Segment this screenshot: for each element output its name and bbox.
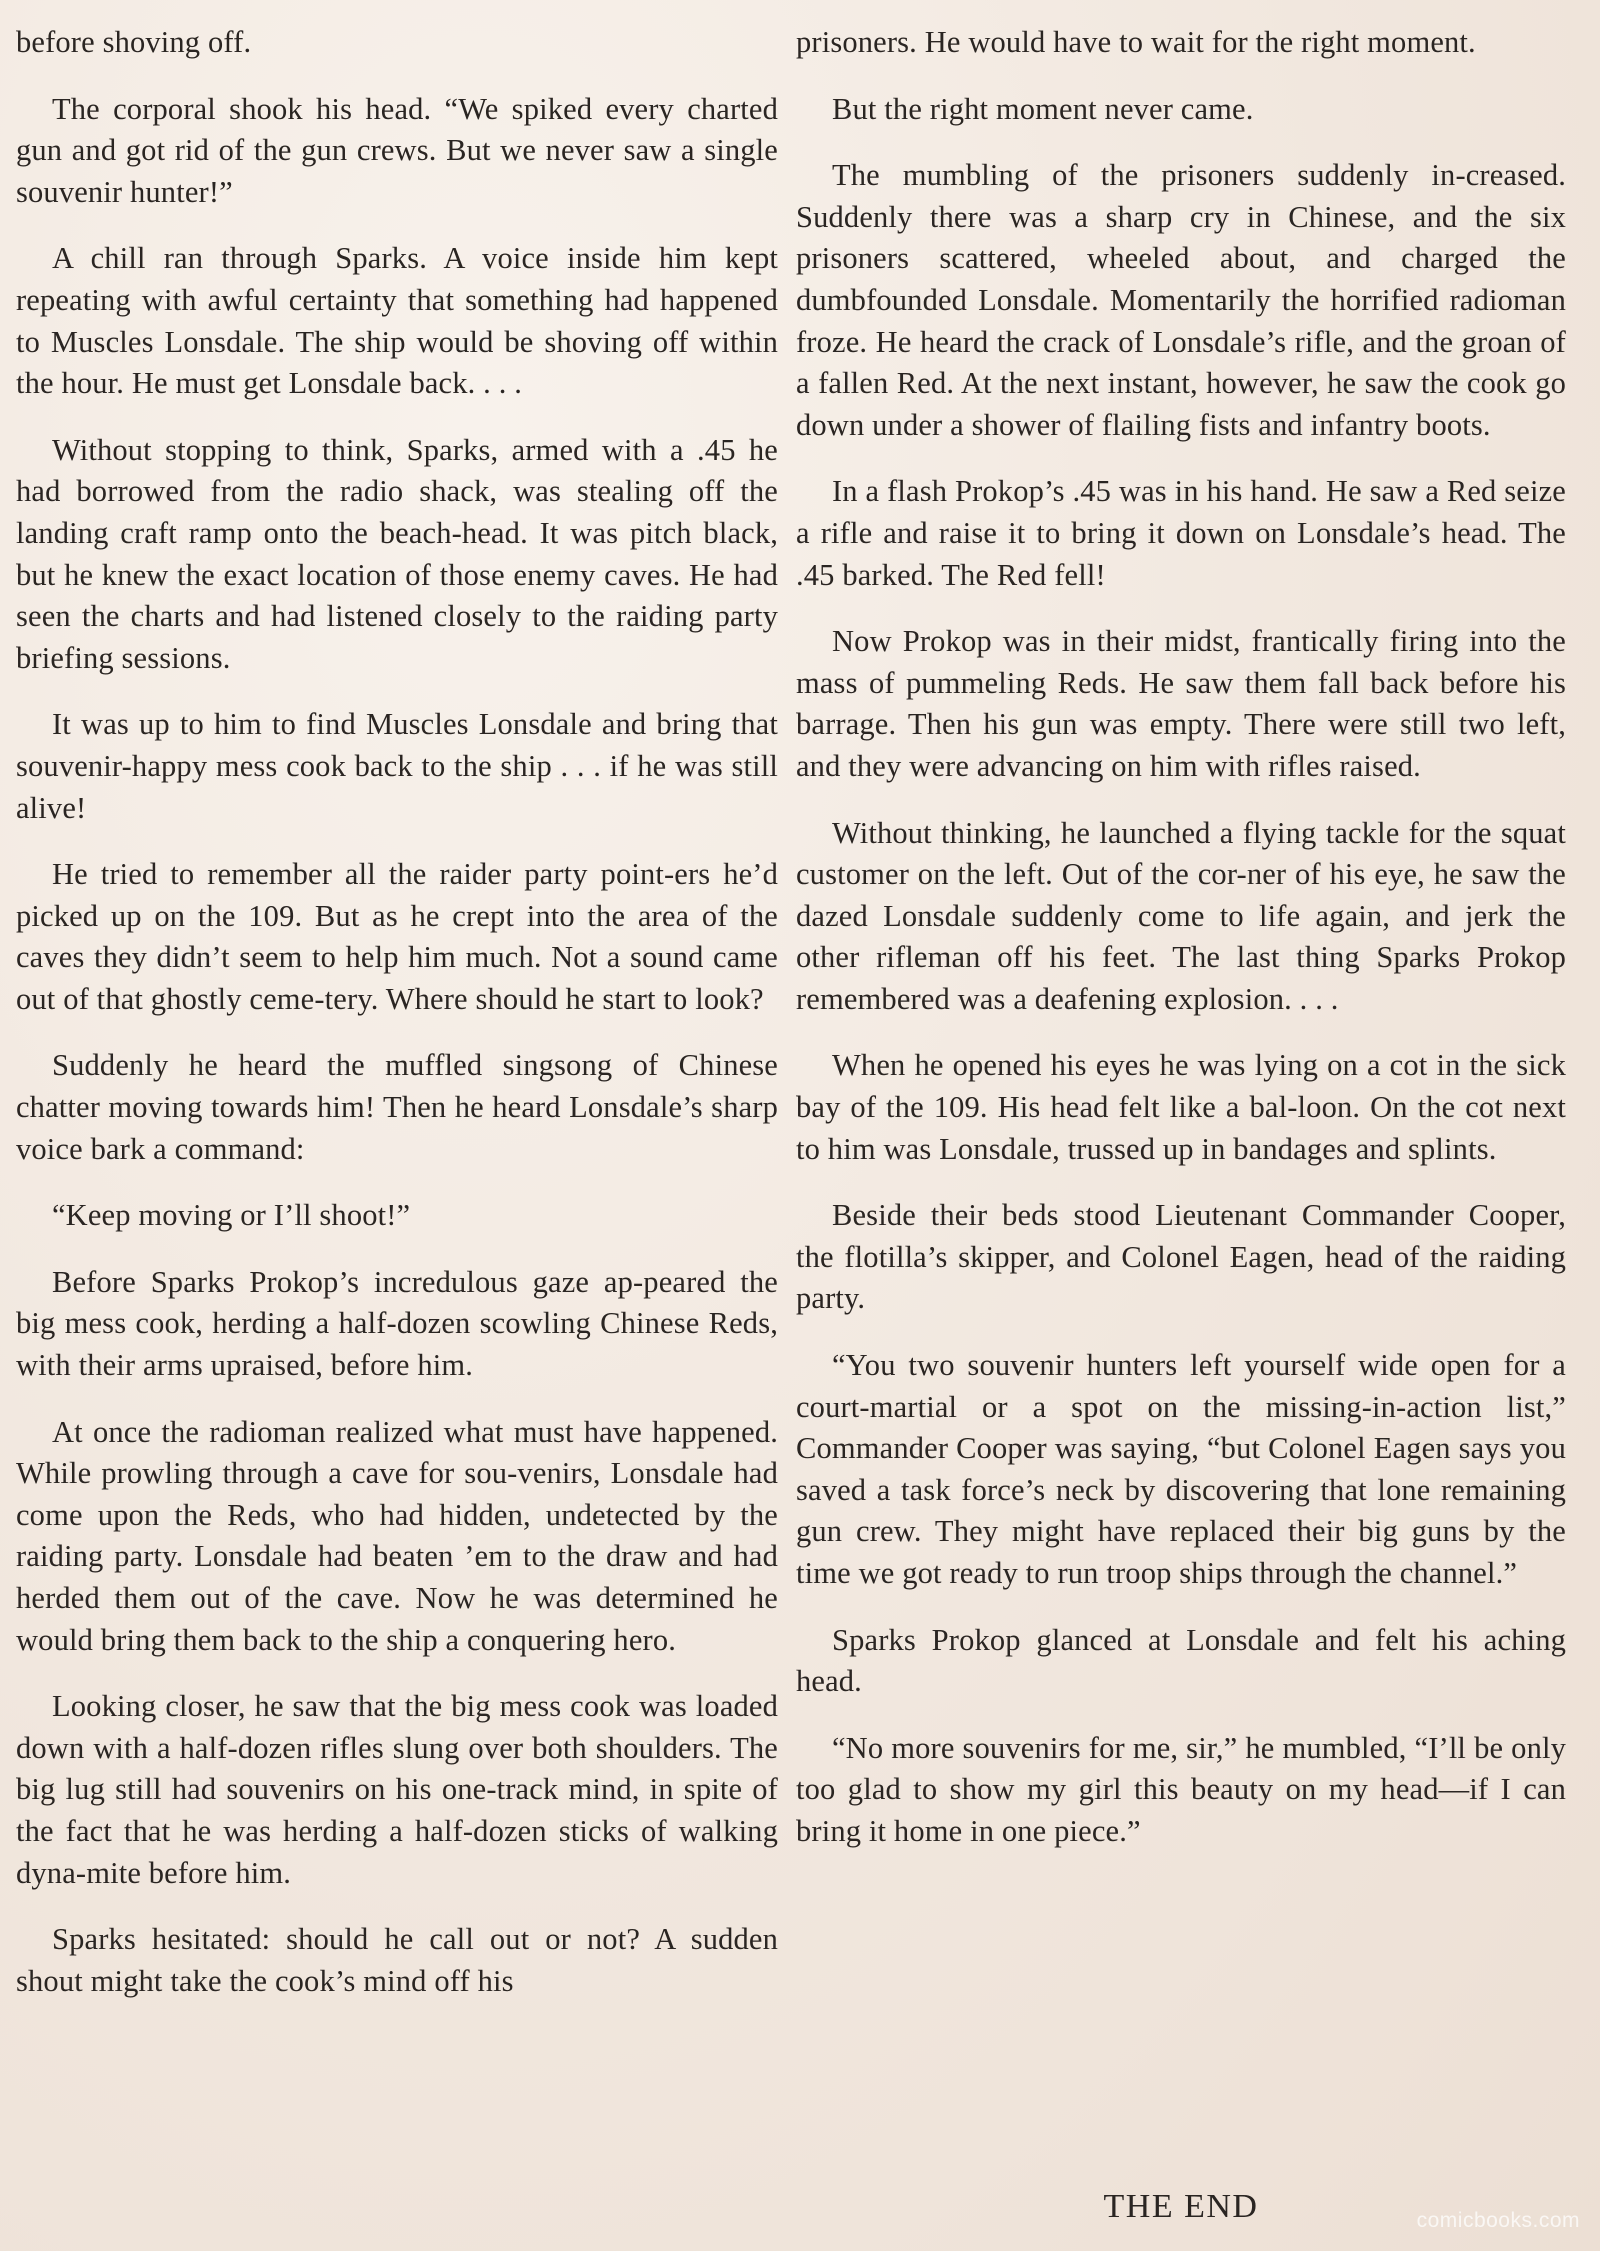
paragraph: “Keep moving or I’ll shoot!”	[52, 1198, 411, 1233]
paragraph: The mumbling of the prisoners suddenly in-creased. Suddenly there was a sharp cry in Chinese, and the six prisoners scattered, wheeled about, and charged the dumbfounded Lonsdale. Momentarily the horrified radioman froze. He heard the crack of Lonsdale’s rifle, and the groan of a fallen Red. At the next instant, however, he saw the cook go down under a shower of flailing fists and infantry boots.	[796, 158, 1566, 442]
right-column	[796, 22, 1566, 1878]
paragraph: Suddenly he heard the muffled singsong of Chinese chatter moving towards him! Then he heard Lonsdale’s sharp voice bark a command:	[16, 1048, 778, 1166]
paragraph: The corporal shook his head. “We spiked every charted gun and got rid of the gun crews. But we never saw a single souvenir hunter!”	[16, 91, 778, 209]
paragraph: “You two souvenir hunters left yourself wide open for a court-martial or a spot on the missing-in-action list,” Commander Cooper was saying, “but Colonel Eagen says you saved a task force’s neck by discovering that lone remaining gun crew. They might have replaced their big guns by the time we got ready to run troop ships through the channel.”	[796, 1348, 1566, 1590]
paragraph: Beside their beds stood Lieutenant Commander Cooper, the flotilla’s skipper, and Colonel Eagen, head of the raiding party.	[796, 1198, 1566, 1316]
paragraph: When he opened his eyes he was lying on a cot in the sick bay of the 109. His head felt like a bal-loon. On the cot next to him was Lonsdale, trussed up in bandages and splints.	[796, 1048, 1566, 1166]
paragraph: Now Prokop was in their midst, frantically firing into the mass of pummeling Reds. He saw them fall back before his barrage. Then his gun was empty. There were still two left, and they were advancing on him with rifles raised.	[796, 624, 1566, 783]
paragraph: But the right moment never came.	[832, 91, 1254, 126]
paragraph: A chill ran through Sparks. A voice inside him kept repeating with awful certainty that something had happened to Muscles Lonsdale. The ship would be shoving off within the hour. He must get Lonsdale back. . . .	[16, 241, 778, 401]
paragraph: before shoving off.	[16, 25, 252, 59]
paragraph: Sparks Prokop glanced at Lonsdale and felt his aching head.	[796, 1622, 1566, 1699]
paragraph: “No more souvenirs for me, sir,” he mumbled, “I’ll be only too glad to show my girl this beauty on my head—if I can bring it home in one piece.”	[796, 1730, 1566, 1848]
paragraph: Before Sparks Prokop’s incredulous gaze ap-peared the big mess cook, herding a half-dozen scowling Chinese Reds, with their arms upraised, before him.	[16, 1264, 778, 1383]
paragraph: It was up to him to find Muscles Lonsdale and bring that souvenir-happy mess cook back to the ship . . . if he was still alive!	[16, 707, 778, 825]
paragraph: Without thinking, he launched a flying tackle for the squat customer on the left. Out of the cor-ner of his eye, he saw the dazed Lonsdale suddenly come to life again, and jerk the other rifleman off his feet. The last thing Sparks Prokop remembered was a deafening explosion. . . .	[796, 815, 1566, 1016]
the-end-label: THE END	[1103, 2188, 1259, 2225]
watermark: comicbooks.com	[1416, 2209, 1580, 2232]
paragraph: At once the radioman realized what must have happened. While prowling through a cave for sou-venirs, Lonsdale had come upon the Reds, who had hidden, undetected by the raiding party. Lonsdale had beaten ’em to the draw and had herded them out of the cave. Now he was determined he would bring them back to the ship a conquering hero.	[16, 1414, 778, 1657]
paragraph: prisoners. He would have to wait for the right moment.	[796, 25, 1476, 59]
paragraph: Sparks hesitated: should he call out or not? A sudden shout might take the cook’s mind off his	[16, 1922, 778, 1998]
paragraph: In a flash Prokop’s .45 was in his hand. He saw a Red seize a rifle and raise it to bring it down on Lonsdale’s head. The .45 barked. The Red fell!	[796, 474, 1566, 592]
paragraph: He tried to remember all the raider party point-ers he’d picked up on the 109. But as he crept into the area of the caves they didn’t seem to help him much. Not a sound came out of that ghostly ceme-tery. Where should he start to look?	[16, 857, 778, 1016]
paragraph: Looking closer, he saw that the big mess cook was loaded down with a half-dozen rifles slung over both shoulders. The big lug still had souvenirs on his one-track mind, in spite of the fact that he was herding a half-dozen sticks of walking dyna-mite before him.	[16, 1689, 778, 1890]
left-column	[16, 22, 778, 2027]
paragraph: Without stopping to think, Sparks, armed with a .45 he had borrowed from the radio shack, was stealing off the landing craft ramp onto the beach-head. It was pitch black, but he knew the exact location of those enemy caves. He had seen the charts and had listened closely to the raiding party briefing sessions.	[16, 432, 778, 675]
